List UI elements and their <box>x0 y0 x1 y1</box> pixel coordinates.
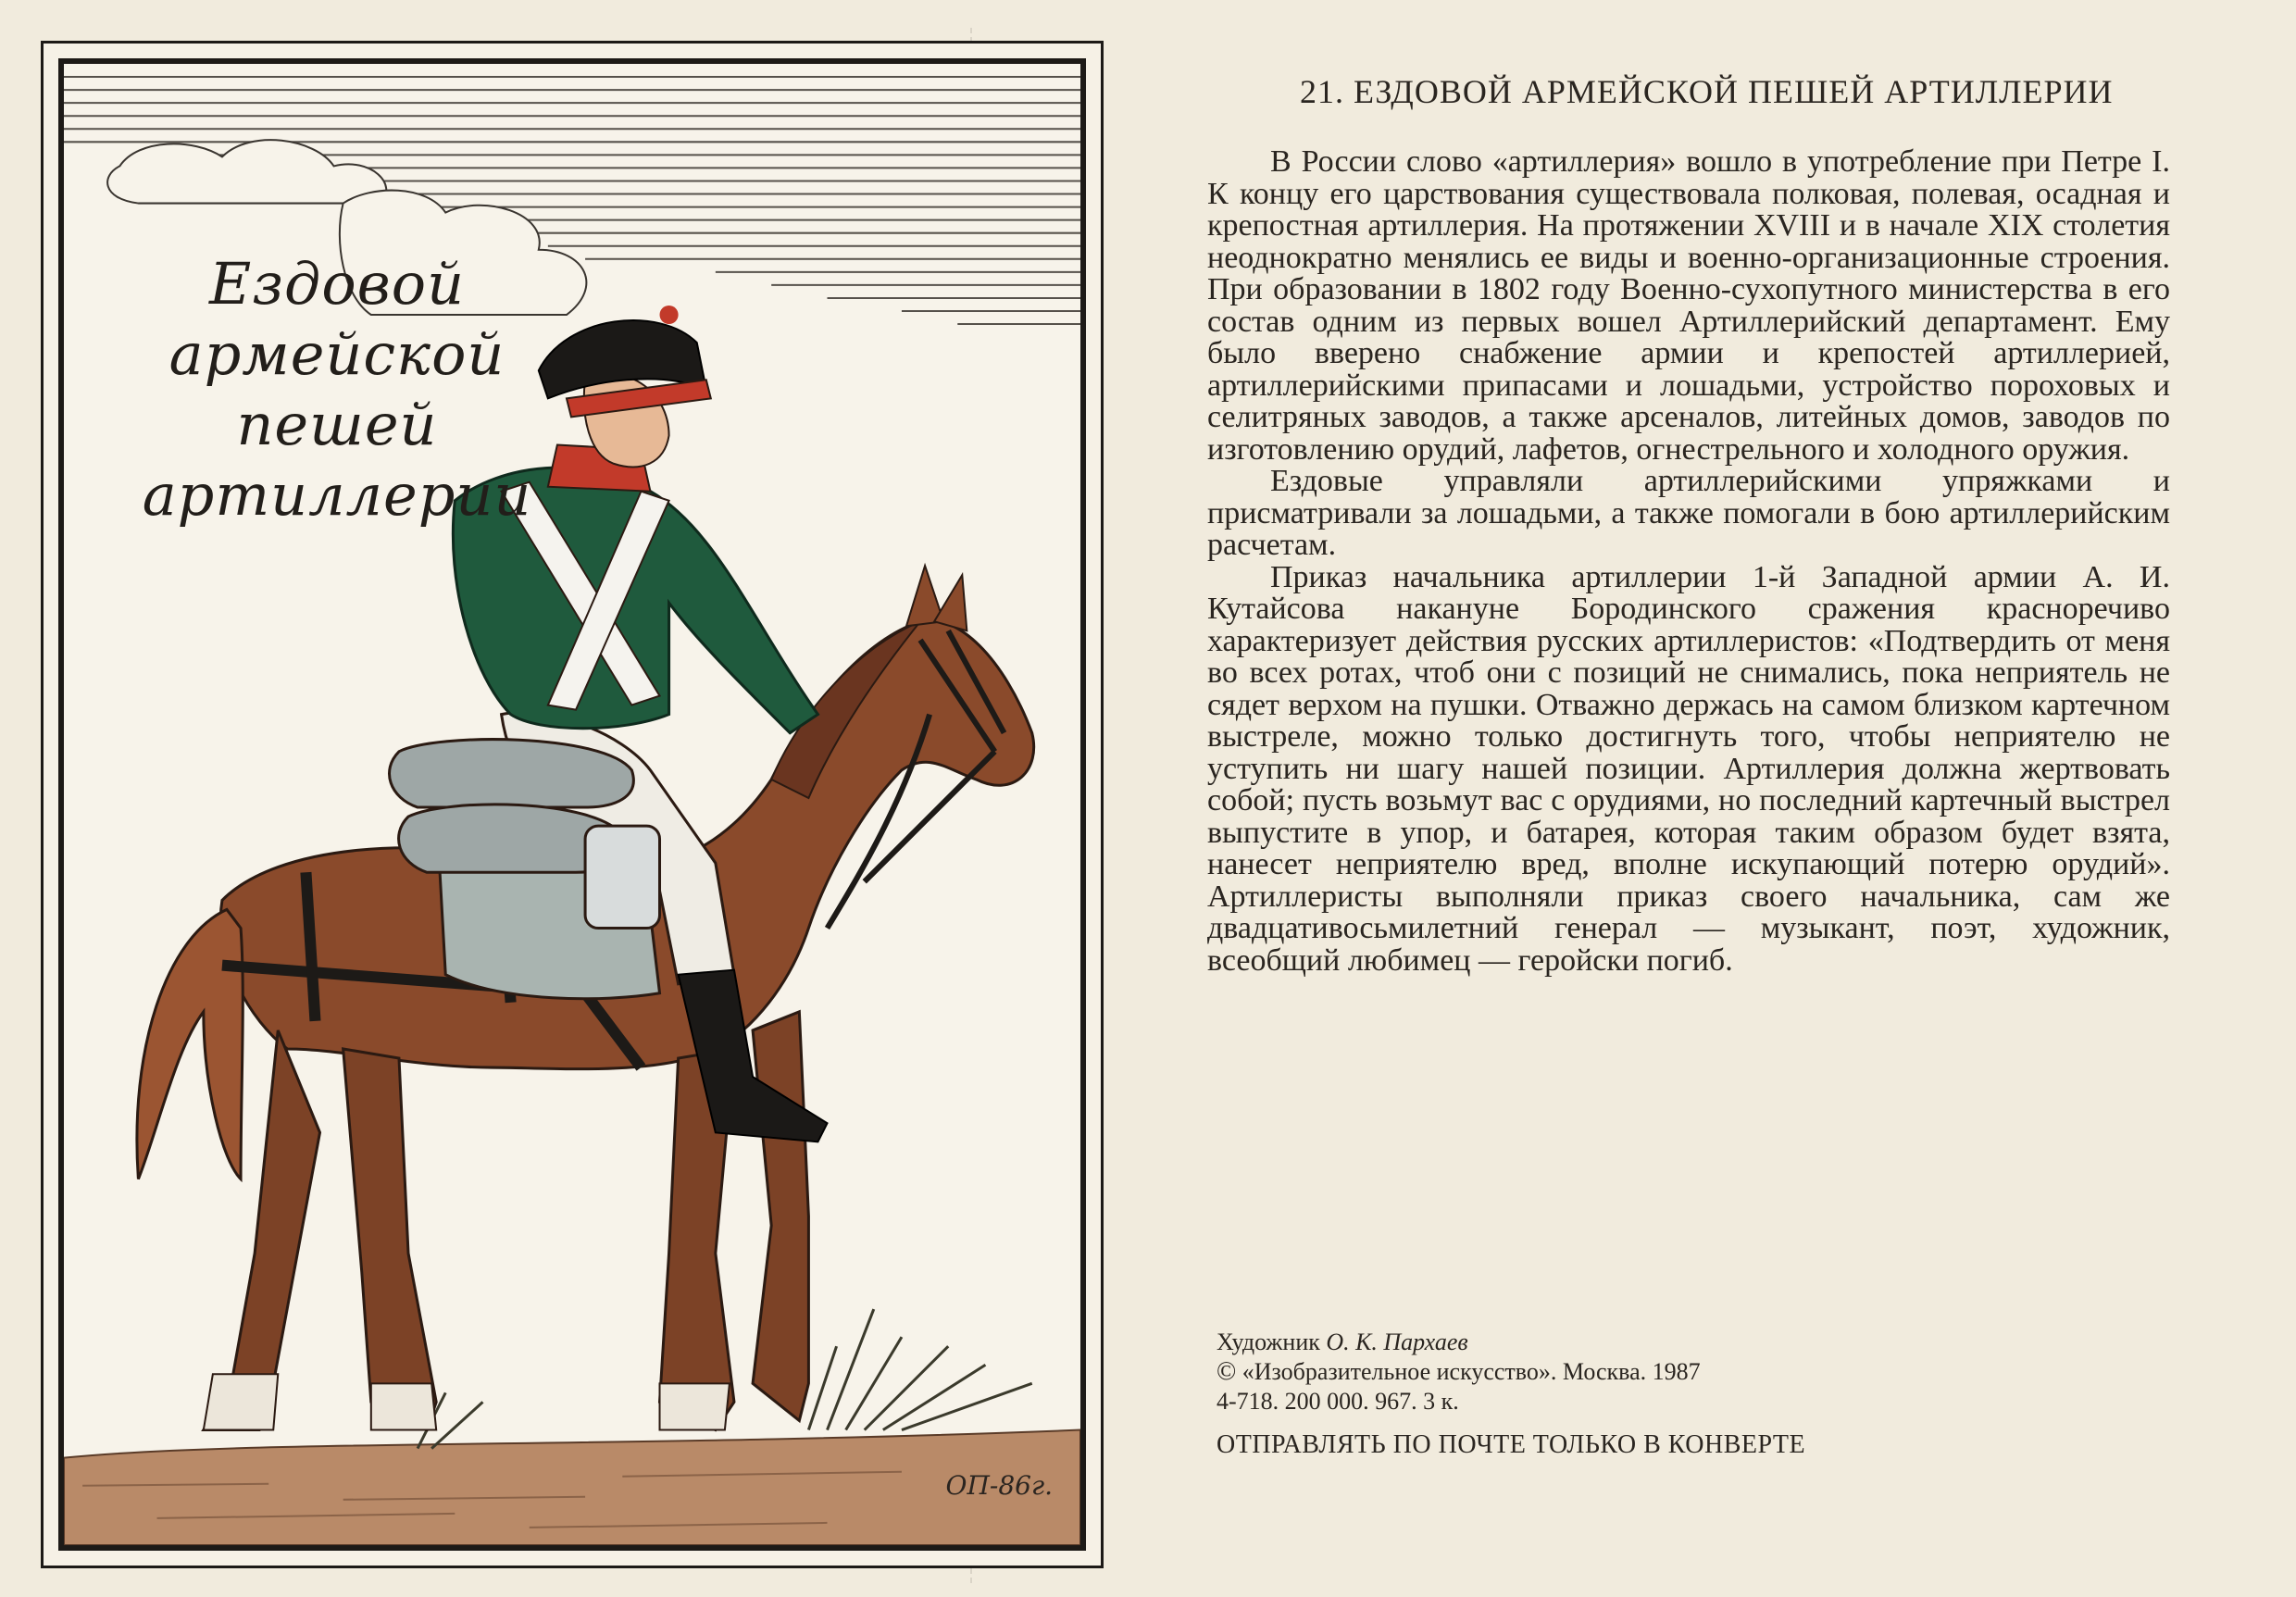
caption-line: Ездовой <box>208 250 466 318</box>
caption-line: армейской пешей <box>168 320 505 458</box>
publisher-line <box>1217 1357 2050 1387</box>
publisher: «Изобразительное искусство». Москва. 1987 <box>1242 1358 1701 1385</box>
copyright-icon: © <box>1217 1357 1237 1386</box>
imprint <box>1217 1328 2050 1416</box>
ground <box>64 1430 1080 1545</box>
illustration-inner <box>58 58 1086 1551</box>
article-title: 21. ЕЗДОВОЙ АРМЕЙСКОЙ ПЕШЕЙ АРТИЛЛЕРИИ <box>1300 73 2114 110</box>
article-paragraph: Ездовые управляли артиллерийскими упряжками и присматривали за лошадьми, а также помогали в бою артиллерийским расчетам. <box>1207 464 2170 562</box>
print-info: 4-718. 200 000. 967. 3 к. <box>1217 1388 1459 1415</box>
mailing-note: ОТПРАВЛЯТЬ ПО ПОЧТЕ ТОЛЬКО В КОНВЕРТЕ <box>1217 1430 1806 1459</box>
artist-credit <box>1217 1328 2050 1357</box>
article-paragraph: Приказ начальника артиллерии 1-й Западной армии А. И. Кутайсова накануне Бородинского сражения красноречиво характеризует действия русских артиллеристов: «Подтвердить от меня во всех ротах, чтоб они с позиций не снимались, пока неприятель не сядет верхом на пушки. Отважно держась на самом близком картечном выстреле, можно только достигнуть того, чтобы неприятелю не уступить ни шагу нашей позиции. Артиллерия должна жертвовать собой; пусть возьмут вас с орудиями, но последний картечный выстрел выпустите в упор, и батарея, которая таким образом будет взята, нанесет неприятелю вред, вполне искупающий потерю орудий». Артиллеристы выполняли приказ своего начальника, сам же двадцативосьмилетний генерал — музыкант, поэт, художник, всеобщий любимец — геройски погиб. <box>1207 559 2170 978</box>
artist-signature: ОП-86г. <box>945 1470 1053 1501</box>
artist-name: О. К. Пархаев <box>1326 1329 1468 1355</box>
article-paragraph: В России слово «артиллерия» вошло в употребление при Петре I. К концу его царствования существовала полковая, полевая, осадная и крепостная артиллерия. На протяжении XVIII и в начале XIX столетия неоднократно менялись ее виды и военно-организационные строения. При образовании в 1802 году Военно-сухопутного министерства в его состав одним из первых вошел Артиллерийский департамент. Ему было вверено снабжение армии и крепостей артиллерией, артиллерийскими припасами и лошадьми, устройство пороховых и селитряных заводов, а также арсеналов, литейных домов, заводов по изготовлению орудий, лафетов, огнестрельного и холодного оружия. <box>1207 144 2170 467</box>
illustration-frame <box>41 41 1104 1568</box>
illustration-caption <box>138 249 536 530</box>
article <box>1207 72 2170 977</box>
artist-role: Художник <box>1217 1329 1320 1355</box>
caption-line: артиллерии <box>142 461 532 529</box>
